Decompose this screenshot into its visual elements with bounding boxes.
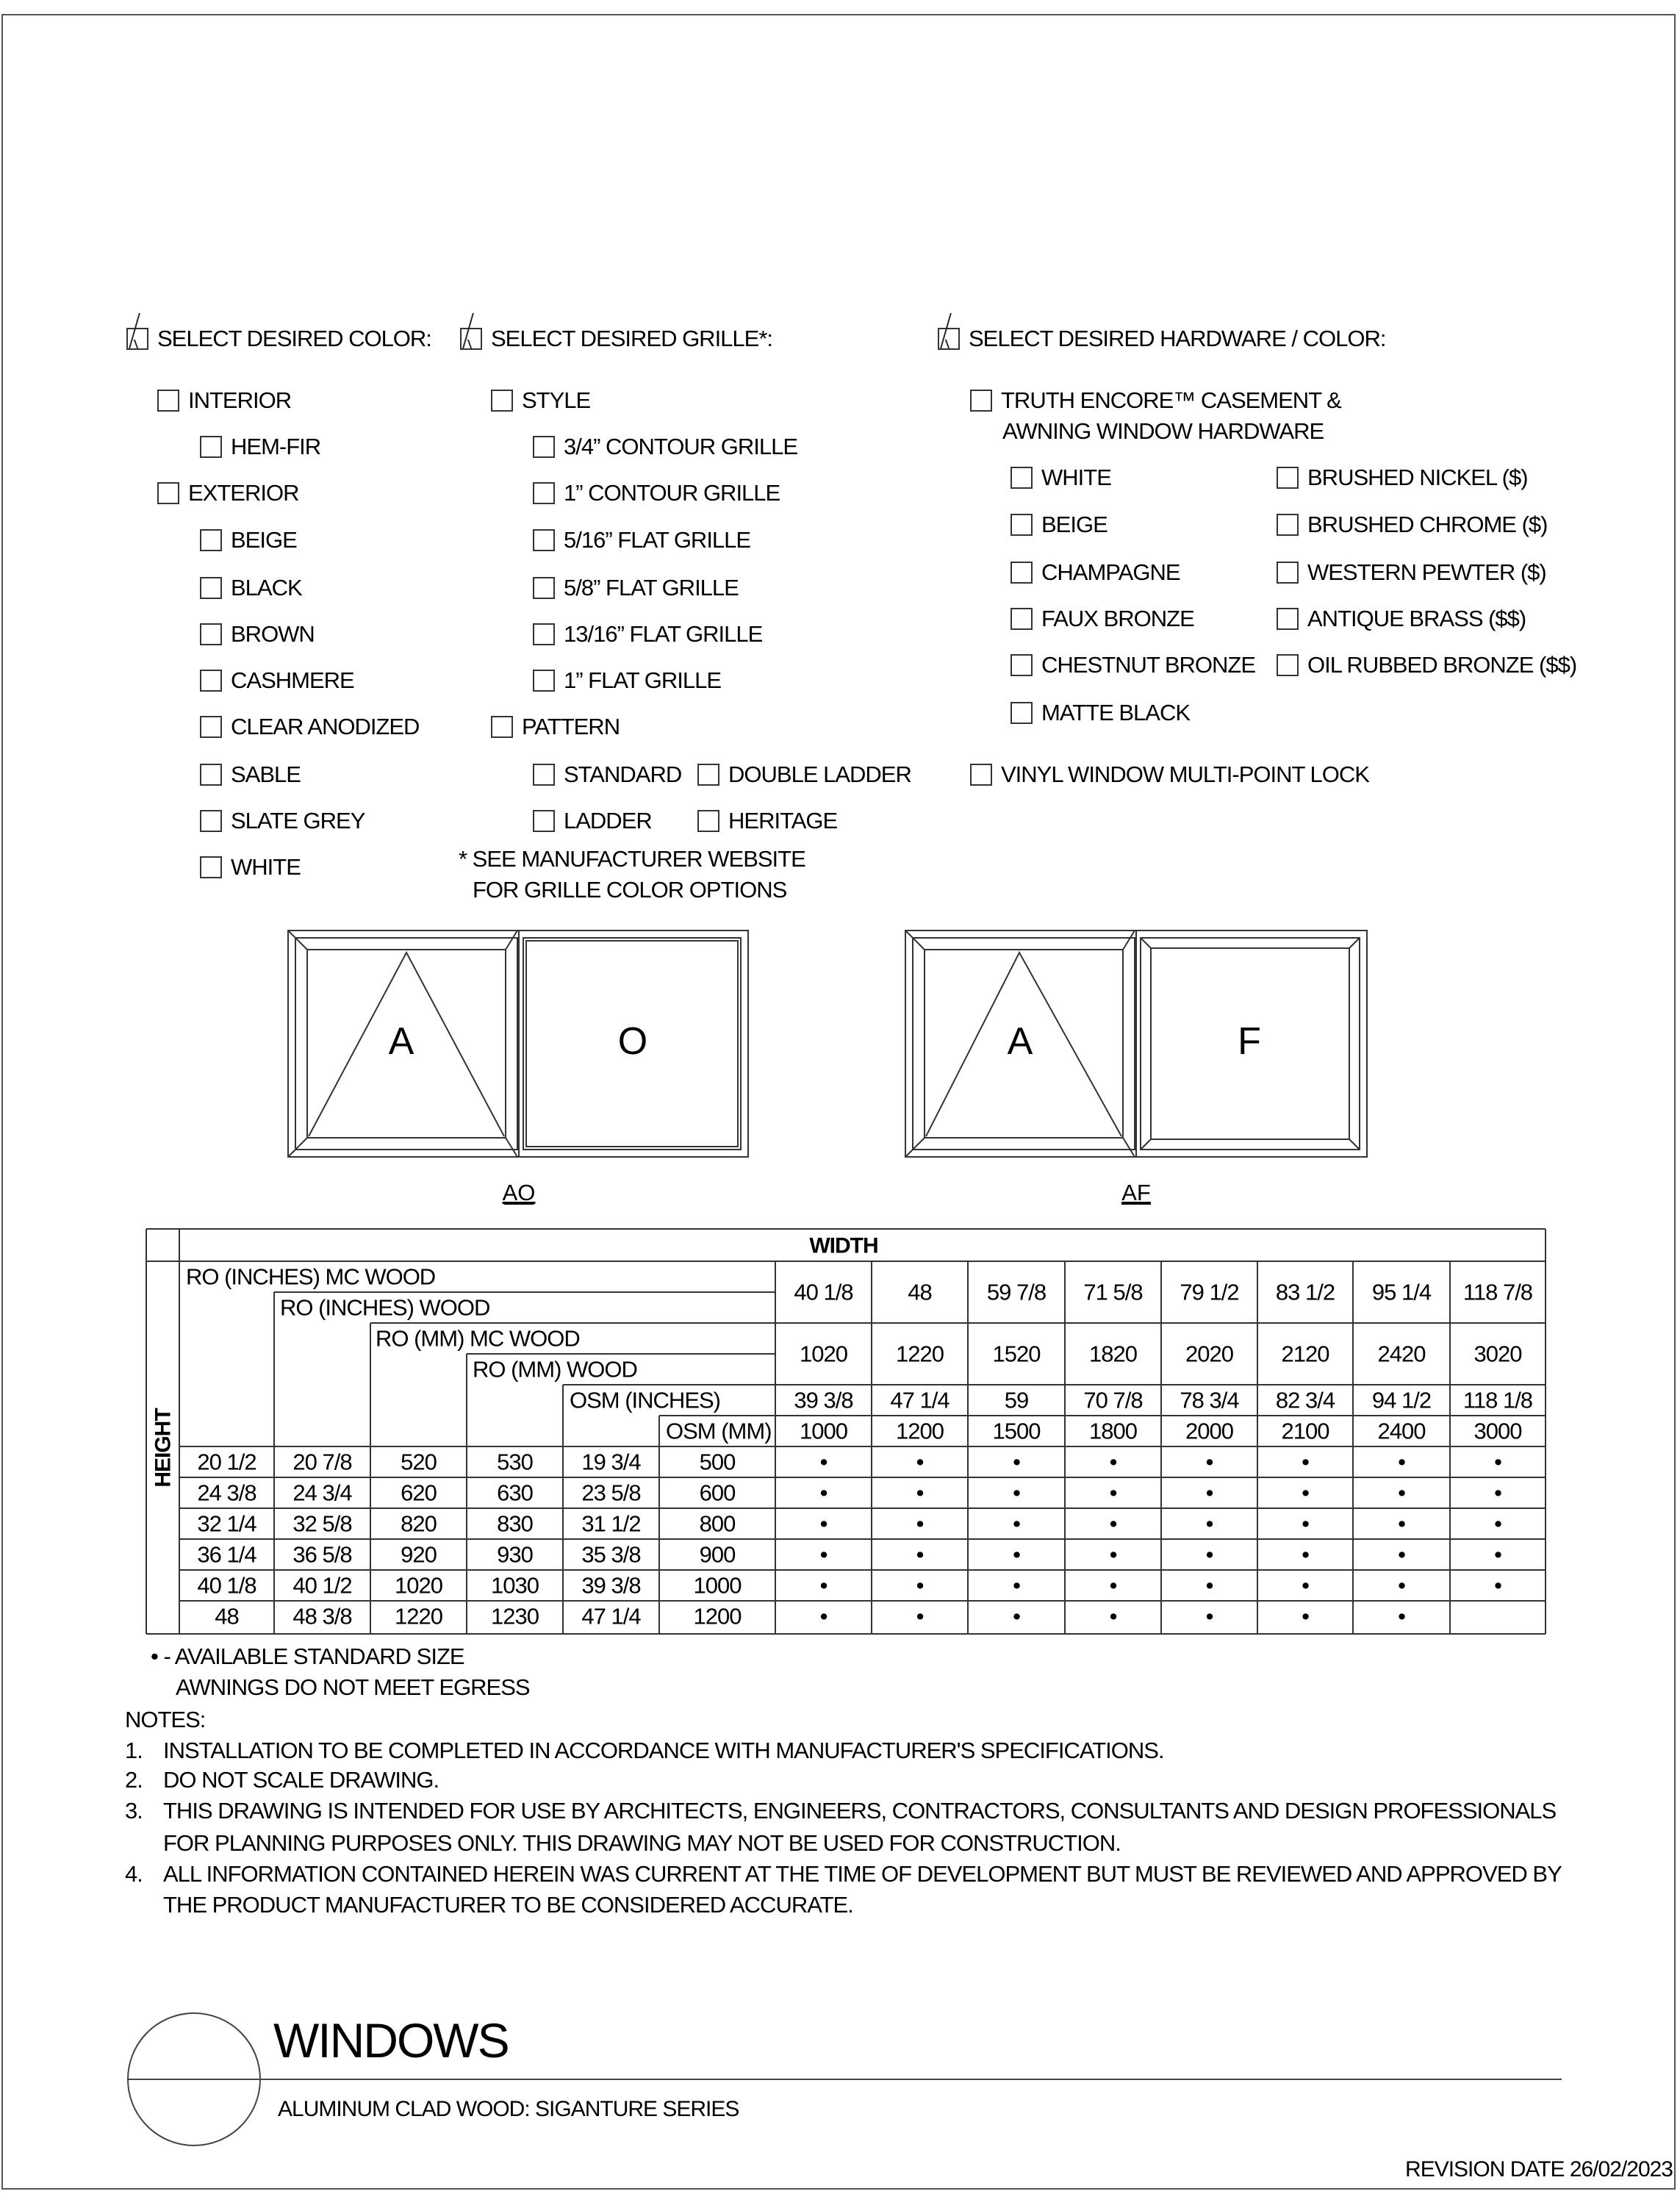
width-value: 1200 <box>896 1418 944 1444</box>
availability-dot: • <box>819 1603 828 1629</box>
availability-dot: • <box>1205 1480 1213 1506</box>
notes-heading: NOTES: <box>125 1707 206 1732</box>
width-header: WIDTH <box>809 1233 878 1258</box>
width-value: 1000 <box>800 1418 847 1444</box>
sash-letter: A <box>1007 1020 1033 1063</box>
availability-dot: • <box>819 1510 828 1537</box>
height-value: 620 <box>401 1480 437 1506</box>
label: BROWN <box>231 621 315 647</box>
diagram-label-ao: AO <box>502 1180 536 1205</box>
height-value: 500 <box>699 1449 736 1475</box>
height-value: 32 5/8 <box>292 1510 352 1537</box>
width-value: 59 <box>1004 1387 1029 1413</box>
note-text: THE PRODUCT MANUFACTURER TO BE CONSIDERED ACCURATE. <box>163 1892 853 1918</box>
label: STYLE <box>522 387 591 413</box>
height-value: 820 <box>401 1510 437 1537</box>
row-header-label: RO (MM) WOOD <box>473 1356 637 1383</box>
height-value: 32 1/4 <box>197 1510 256 1537</box>
width-value: 2420 <box>1377 1341 1426 1367</box>
label: BLACK <box>231 575 302 600</box>
availability-dot: • <box>1205 1541 1213 1568</box>
width-value: 2400 <box>1377 1418 1426 1444</box>
grille-note: FOR GRILLE COLOR OPTIONS <box>473 877 787 903</box>
availability-dot: • <box>1013 1541 1020 1568</box>
availability-dot: • <box>1109 1510 1117 1537</box>
note-text: FOR PLANNING PURPOSES ONLY. THIS DRAWING MAY NOT BE USED FOR CONSTRUCTION. <box>163 1830 1121 1856</box>
height-value: 36 1/4 <box>197 1541 256 1568</box>
note-number: 1. <box>125 1738 143 1763</box>
label: ANTIQUE BRASS ($$) <box>1307 606 1526 631</box>
height-value: 35 3/8 <box>581 1541 641 1568</box>
height-value: 48 3/8 <box>292 1603 352 1629</box>
label: PATTERN <box>522 714 620 739</box>
height-value: 900 <box>699 1541 736 1568</box>
availability-dot: • <box>1302 1603 1309 1629</box>
availability-dot: • <box>916 1449 924 1475</box>
availability-dot: • <box>1205 1603 1213 1629</box>
availability-dot: • <box>1109 1541 1117 1568</box>
availability-dot: • <box>1109 1572 1117 1599</box>
availability-dot: • <box>1109 1449 1117 1475</box>
note-text: INSTALLATION TO BE COMPLETED IN ACCORDANCE WITH MANUFACTURER'S SPECIFICATIONS. <box>163 1738 1164 1763</box>
height-value: 1220 <box>395 1603 442 1629</box>
availability-dot: • <box>1398 1541 1405 1568</box>
label: HEM-FIR <box>231 434 321 459</box>
height-value: 1000 <box>693 1572 742 1599</box>
availability-dot: • <box>1013 1480 1020 1506</box>
row-header-label: RO (INCHES) MC WOOD <box>186 1263 436 1290</box>
availability-dot: • <box>916 1480 924 1506</box>
height-value: 20 1/2 <box>197 1449 256 1475</box>
availability-dot: • <box>1109 1480 1117 1506</box>
legend-egress: AWNINGS DO NOT MEET EGRESS <box>176 1674 530 1700</box>
availability-dot: • <box>1013 1603 1020 1629</box>
label: WHITE <box>231 854 301 880</box>
label: TRUTH ENCORE™ CASEMENT & <box>1001 387 1341 413</box>
availability-dot: • <box>1302 1541 1309 1568</box>
width-value: 78 3/4 <box>1180 1387 1239 1413</box>
height-value: 920 <box>401 1541 437 1568</box>
label: BEIGE <box>231 527 297 553</box>
height-value: 600 <box>699 1480 736 1506</box>
width-value: 2100 <box>1281 1418 1329 1444</box>
label: WHITE <box>1041 465 1111 490</box>
availability-dot: • <box>1494 1510 1501 1537</box>
width-value: 3020 <box>1473 1341 1522 1367</box>
availability-dot: • <box>1205 1510 1213 1537</box>
availability-dot: • <box>1398 1510 1405 1537</box>
width-value: 59 7/8 <box>986 1279 1047 1305</box>
height-value: 520 <box>401 1449 437 1475</box>
label: DOUBLE LADDER <box>728 761 911 787</box>
height-value: 19 3/4 <box>581 1449 641 1475</box>
width-value: 94 1/2 <box>1371 1387 1432 1413</box>
note-number: 2. <box>125 1767 143 1793</box>
availability-dot: • <box>1205 1572 1213 1599</box>
availability-dot: • <box>1302 1572 1309 1599</box>
row-header-label: RO (INCHES) WOOD <box>280 1294 490 1321</box>
width-value: 1800 <box>1089 1418 1137 1444</box>
label: 5/8” FLAT GRILLE <box>564 575 739 600</box>
height-value: 800 <box>699 1510 736 1537</box>
height-header: HEIGHT <box>151 1408 176 1488</box>
label: SLATE GREY <box>231 808 365 833</box>
height-value: 36 5/8 <box>292 1541 352 1568</box>
width-value: 70 7/8 <box>1083 1387 1143 1413</box>
label: CASHMERE <box>231 667 354 693</box>
availability-dot: • <box>1302 1480 1309 1506</box>
availability-dot: • <box>1398 1480 1405 1506</box>
row-header-label: RO (MM) MC WOOD <box>376 1325 580 1352</box>
label: 1” FLAT GRILLE <box>564 667 721 693</box>
height-value: 24 3/4 <box>292 1480 352 1506</box>
availability-dot: • <box>916 1572 924 1599</box>
availability-dot: • <box>1302 1449 1309 1475</box>
height-value: 1030 <box>491 1572 539 1599</box>
height-value: 930 <box>497 1541 533 1568</box>
label: CHAMPAGNE <box>1041 559 1180 585</box>
height-value: 830 <box>497 1510 533 1537</box>
label: BEIGE <box>1041 512 1108 537</box>
width-value: 82 3/4 <box>1275 1387 1335 1413</box>
label: WESTERN PEWTER ($) <box>1307 559 1546 585</box>
width-value: 2120 <box>1281 1341 1329 1367</box>
diagram-af <box>905 931 1367 1157</box>
label: FAUX BRONZE <box>1041 606 1194 631</box>
label: CHESTNUT BRONZE <box>1041 652 1256 678</box>
height-value: 1230 <box>491 1603 539 1629</box>
width-value: 118 1/8 <box>1462 1387 1533 1413</box>
label: STANDARD <box>564 761 682 787</box>
row-header-label: OSM (MM) <box>666 1418 772 1444</box>
width-value: 95 1/4 <box>1371 1279 1432 1305</box>
sheet-title: WINDOWS <box>273 2013 509 2068</box>
height-value: 1020 <box>395 1572 442 1599</box>
label: OIL RUBBED BRONZE ($$) <box>1307 652 1577 678</box>
width-value: 1520 <box>992 1341 1041 1367</box>
width-value: 2020 <box>1185 1341 1233 1367</box>
width-value: 71 5/8 <box>1083 1279 1143 1305</box>
height-value: 47 1/4 <box>581 1603 641 1629</box>
label: INTERIOR <box>188 387 292 413</box>
width-value: 79 1/2 <box>1180 1279 1239 1305</box>
availability-dot: • <box>1398 1603 1405 1629</box>
availability-dot: • <box>1013 1510 1020 1537</box>
label: EXTERIOR <box>188 480 299 506</box>
revision-date: REVISION DATE 26/02/2023 <box>1405 2157 1673 2181</box>
availability-dot: • <box>916 1603 924 1629</box>
width-value: 83 1/2 <box>1275 1279 1335 1305</box>
sheet-subtitle: ALUMINUM CLAD WOOD: SIGANTURE SERIES <box>278 2097 739 2121</box>
availability-dot: • <box>1494 1541 1501 1568</box>
label: BRUSHED CHROME ($) <box>1307 512 1548 537</box>
availability-dot: • <box>1109 1603 1117 1629</box>
height-value: 630 <box>497 1480 533 1506</box>
height-value: 1200 <box>693 1603 742 1629</box>
label: 5/16” FLAT GRILLE <box>564 527 751 553</box>
label: SELECT DESIRED HARDWARE / COLOR: <box>969 326 1386 351</box>
width-value: 47 1/4 <box>890 1387 950 1413</box>
legend-available: • - AVAILABLE STANDARD SIZE <box>151 1643 464 1669</box>
width-value: 48 <box>908 1279 932 1305</box>
height-value: 40 1/8 <box>197 1572 256 1599</box>
diagram-label-af: AF <box>1121 1180 1151 1205</box>
availability-dot: • <box>1494 1572 1501 1599</box>
label: HERITAGE <box>728 808 838 833</box>
sash-letter: A <box>388 1020 414 1063</box>
note-text: ALL INFORMATION CONTAINED HEREIN WAS CURRENT AT THE TIME OF DEVELOPMENT BUT MUST BE REVIEWED AND APPROVED BY <box>163 1861 1562 1887</box>
availability-dot: • <box>1398 1449 1405 1475</box>
note-number: 3. <box>125 1798 143 1824</box>
height-value: 530 <box>497 1449 533 1475</box>
diagram-ao <box>288 931 748 1157</box>
width-value: 1500 <box>992 1418 1041 1444</box>
availability-dot: • <box>916 1510 924 1537</box>
label: VINYL WINDOW MULTI-POINT LOCK <box>1001 761 1369 787</box>
height-value: 48 <box>215 1603 239 1629</box>
availability-dot: • <box>1013 1449 1020 1475</box>
availability-dot: • <box>1494 1480 1501 1506</box>
sash-letter: O <box>617 1020 648 1063</box>
height-value: 24 3/8 <box>197 1480 256 1506</box>
height-value: 39 3/8 <box>581 1572 641 1599</box>
note-text: DO NOT SCALE DRAWING. <box>163 1767 439 1793</box>
grille-note: * SEE MANUFACTURER WEBSITE <box>459 846 805 872</box>
label: SABLE <box>231 761 301 787</box>
availability-dot: • <box>819 1572 828 1599</box>
note-text: THIS DRAWING IS INTENDED FOR USE BY ARCHITECTS, ENGINEERS, CONTRACTORS, CONSULTANTS AND DESIGN PROFESSIONALS <box>163 1798 1557 1824</box>
label: BRUSHED NICKEL ($) <box>1307 465 1528 490</box>
width-value: 3000 <box>1473 1418 1522 1444</box>
label: SELECT DESIRED GRILLE*: <box>491 326 773 351</box>
availability-dot: • <box>819 1480 828 1506</box>
truth-encore-label-line2: AWNING WINDOW HARDWARE <box>1002 418 1324 444</box>
label: 13/16” FLAT GRILLE <box>564 621 763 647</box>
height-value: 31 1/2 <box>581 1510 641 1537</box>
note-number: 4. <box>125 1861 143 1887</box>
height-value: 20 7/8 <box>292 1449 352 1475</box>
label: LADDER <box>564 808 652 833</box>
width-value: 40 1/8 <box>794 1279 853 1305</box>
height-value: 40 1/2 <box>292 1572 352 1599</box>
availability-dot: • <box>1494 1449 1501 1475</box>
height-value: 23 5/8 <box>581 1480 641 1506</box>
availability-dot: • <box>1302 1510 1309 1537</box>
availability-dot: • <box>1205 1449 1213 1475</box>
sash-letter: F <box>1238 1020 1261 1063</box>
width-value: 39 3/8 <box>794 1387 853 1413</box>
label: SELECT DESIRED COLOR: <box>157 326 431 351</box>
label: CLEAR ANODIZED <box>231 714 420 739</box>
availability-dot: • <box>1398 1572 1405 1599</box>
availability-dot: • <box>916 1541 924 1568</box>
width-value: 1220 <box>896 1341 944 1367</box>
availability-dot: • <box>819 1449 828 1475</box>
label: 3/4” CONTOUR GRILLE <box>564 434 798 459</box>
availability-dot: • <box>1013 1572 1020 1599</box>
width-value: 118 7/8 <box>1462 1279 1533 1305</box>
label: 1” CONTOUR GRILLE <box>564 480 780 506</box>
width-value: 1820 <box>1089 1341 1137 1367</box>
width-value: 1020 <box>800 1341 847 1367</box>
width-value: 2000 <box>1185 1418 1233 1444</box>
row-header-label: OSM (INCHES) <box>570 1387 720 1413</box>
availability-dot: • <box>819 1541 828 1568</box>
label: MATTE BLACK <box>1041 700 1191 725</box>
